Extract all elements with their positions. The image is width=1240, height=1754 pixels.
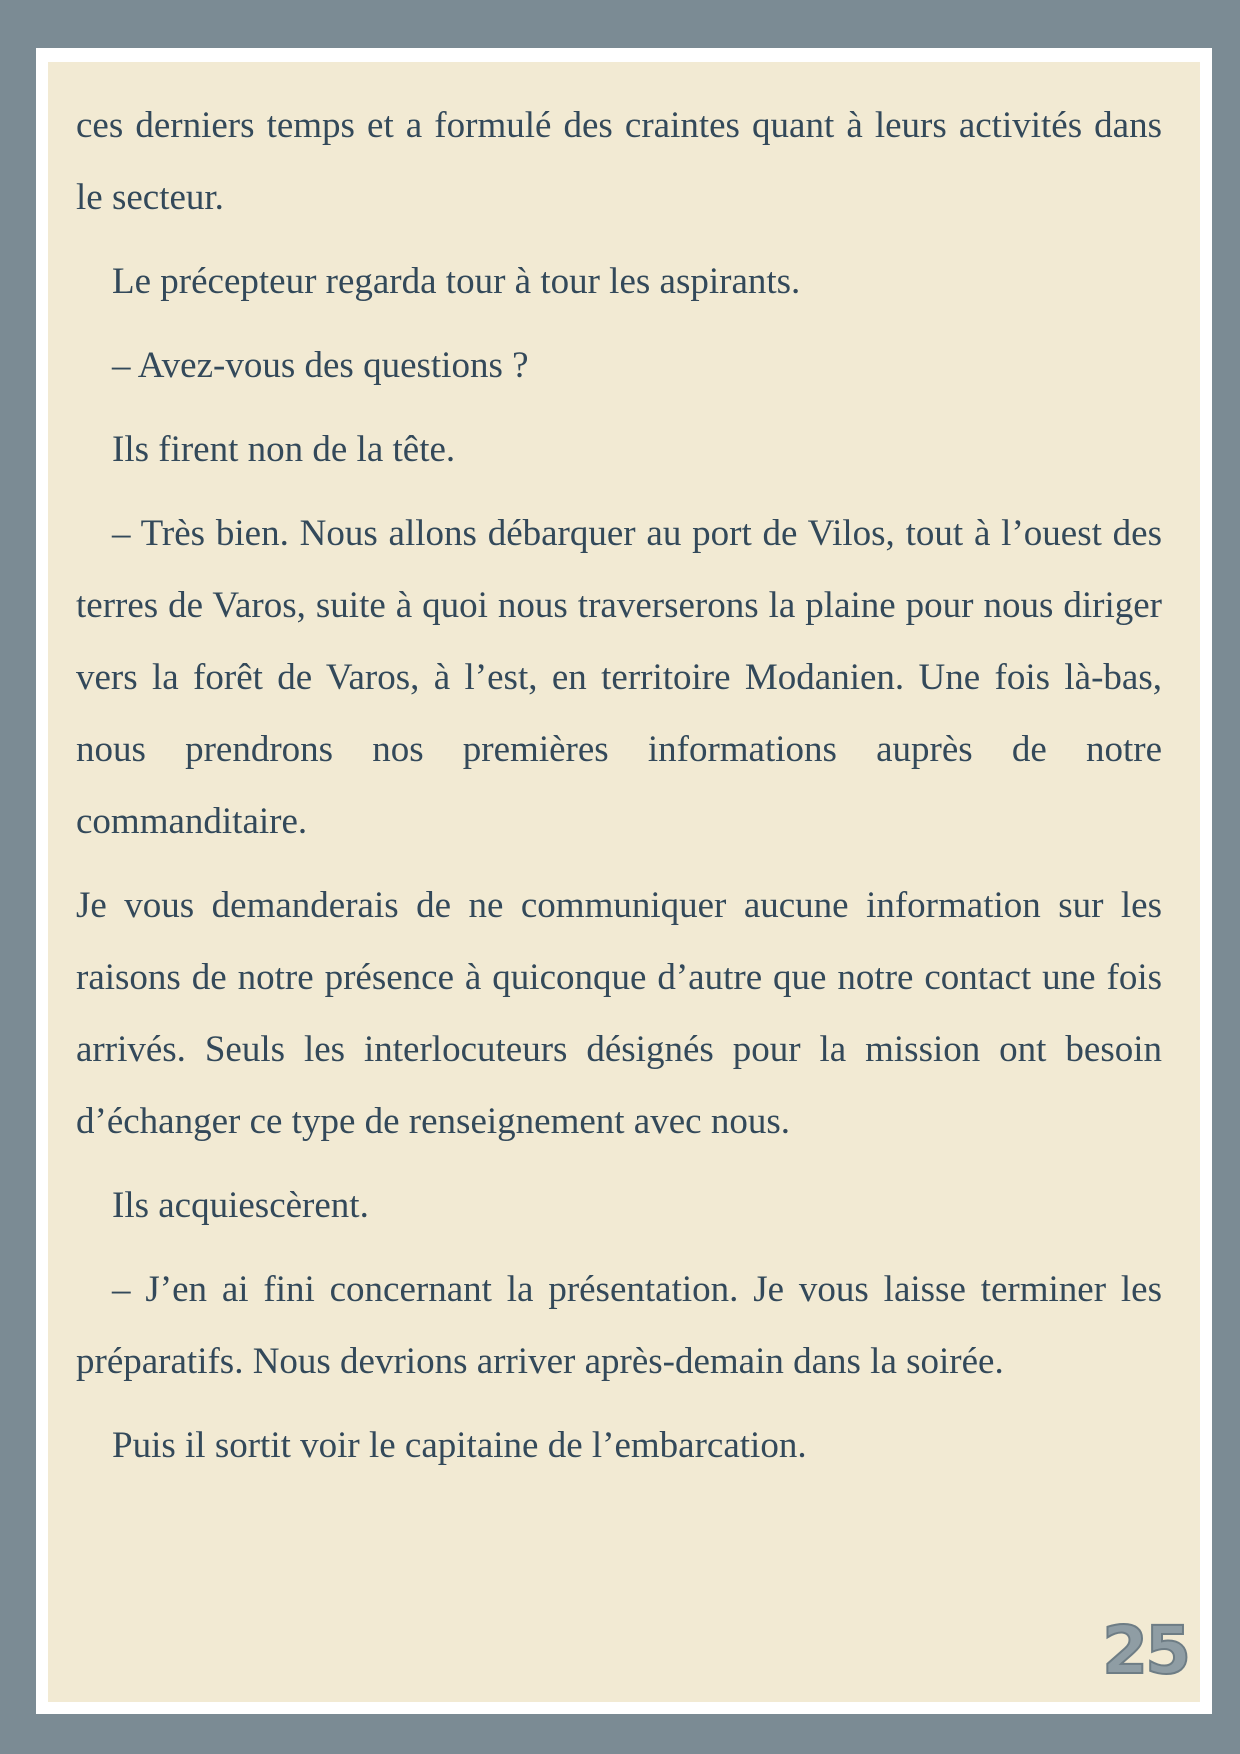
paragraph: Le précepteur regarda tour à tour les aspirants. bbox=[112, 261, 801, 302]
paragraph: ces derniers temps et a formulé des craintes quant à leurs activités dans le secteur. bbox=[76, 105, 1162, 218]
paragraph: Ils acquiescèrent. bbox=[112, 1185, 369, 1226]
dialogue-line: – Avez-vous des questions ? bbox=[112, 345, 529, 386]
paragraph: Puis il sortit voir le capitaine de l’embarcation. bbox=[112, 1425, 807, 1466]
book-page bbox=[48, 62, 1200, 1702]
page-text bbox=[76, 90, 1162, 1494]
paragraph: Je vous demanderais de ne communiquer aucune information sur les raisons de notre présence à quiconque d’autre que notre contact une fois arrivés. Seuls les interlocuteurs désignés pour la mission ont besoin d’échanger ce type de renseignement avec nous. bbox=[76, 885, 1162, 1142]
page-frame bbox=[36, 48, 1212, 1714]
page-number: 25 bbox=[1102, 1612, 1188, 1689]
dialogue-line: – J’en ai fini concernant la présentation. Je vous laisse terminer les préparatifs. Nous devrions arriver après-demain dans la soirée. bbox=[76, 1269, 1162, 1382]
paragraph: Ils firent non de la tête. bbox=[112, 429, 456, 470]
dialogue-line: – Très bien. Nous allons débarquer au port de Vilos, tout à l’ouest des terres de Varos, suite à quoi nous traverserons la plaine pour nous diriger vers la forêt de Varos, à l’est, en territoire Modanien. Une fois là-bas, nous prendrons nos premières informations auprès de notre commanditaire. bbox=[76, 513, 1162, 842]
